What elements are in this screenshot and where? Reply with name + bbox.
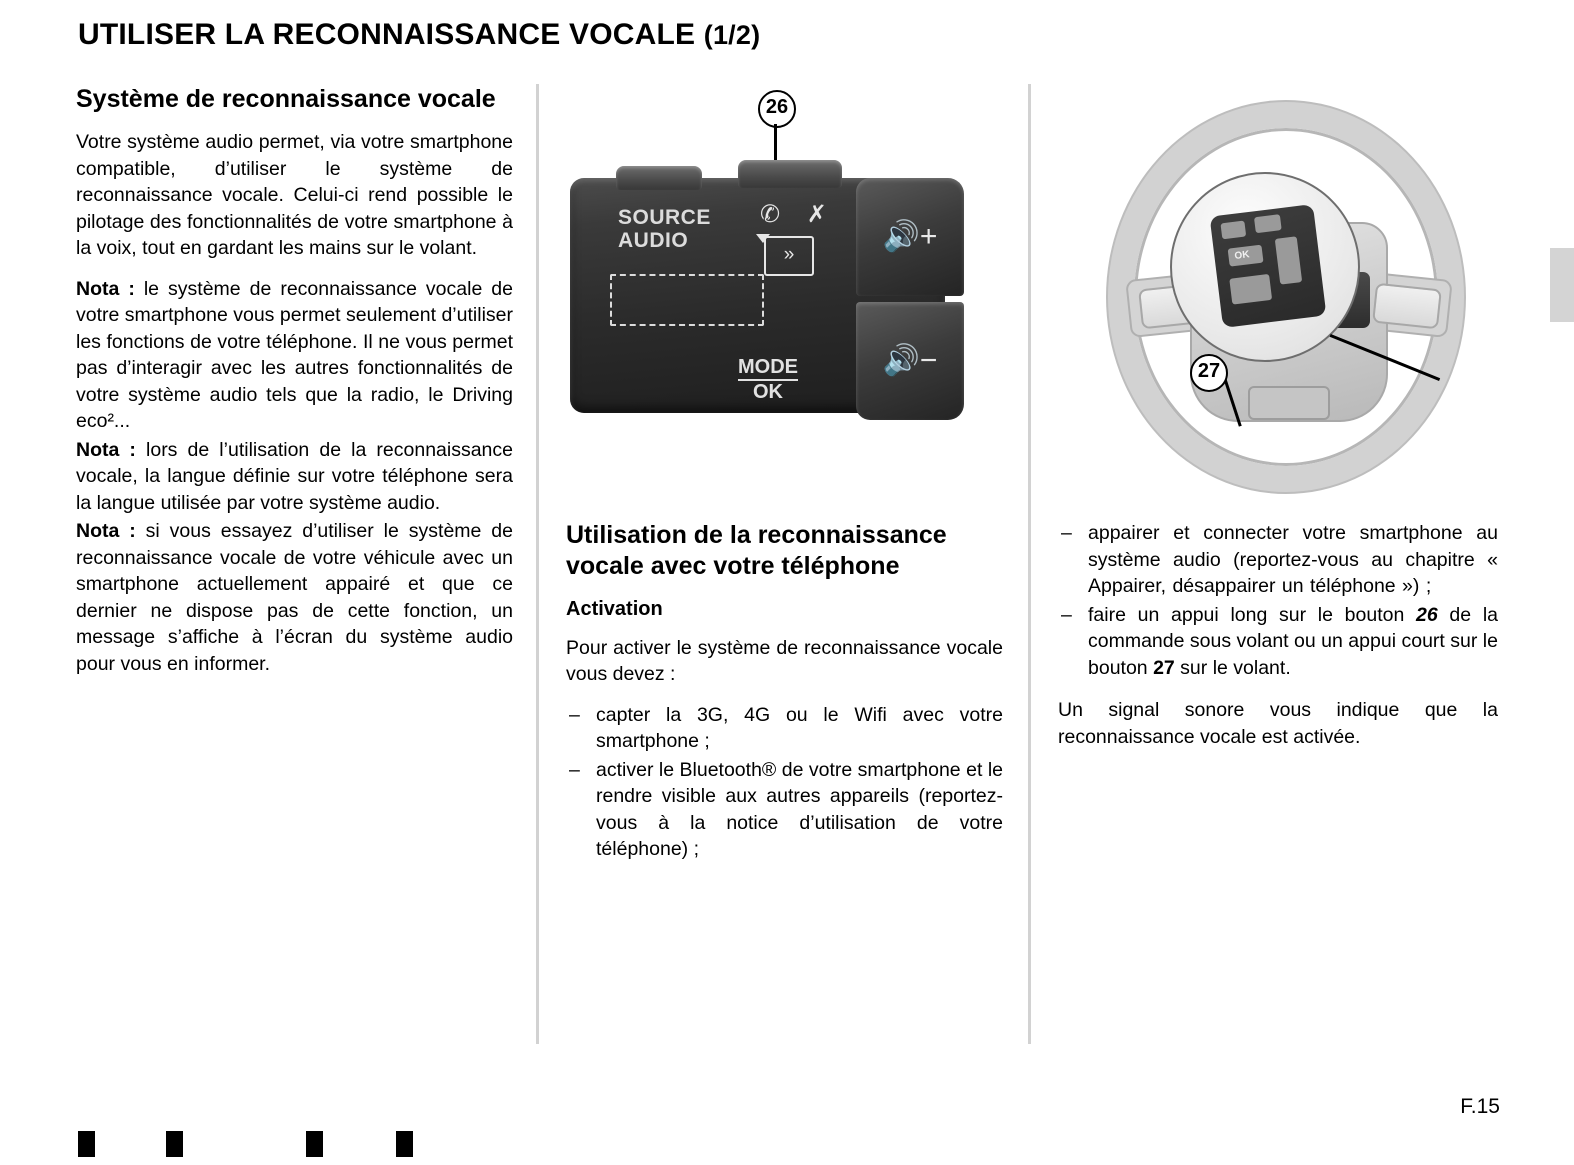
- chapter-tab-marker-4: [396, 1131, 413, 1157]
- dash-marker: –: [569, 758, 580, 781]
- label-audio: AUDIO: [618, 229, 689, 252]
- speaker-plus-icon: 🔊+: [882, 220, 938, 253]
- stalk-display-area: [610, 274, 764, 326]
- stalk-button-voice-26[interactable]: [738, 160, 842, 188]
- steering-wheel-center-slot: [1248, 386, 1330, 420]
- activation-bullet-list: [566, 702, 1003, 863]
- list-item: [1058, 602, 1498, 682]
- column-divider-left: [536, 84, 539, 1044]
- chapter-tab-markers: [78, 1131, 438, 1157]
- subheading-activation: Activation: [566, 598, 663, 620]
- page-title-pagination: (1/2): [703, 20, 761, 50]
- nota-one-text: le système de reconnaissance vocale de votre smartphone vous permet seulement d’utiliser les fonctions de votre téléphone. Il ne vous permet pas d’interagir avec les autres fonctionnalités de votre système audio tels que la radio, le Driving eco²...: [76, 277, 513, 432]
- nota-one-label: Nota :: [76, 277, 135, 300]
- column-three: [1058, 520, 1498, 764]
- keypad-key-1[interactable]: [1220, 221, 1246, 240]
- activation-bullet-list-continued: [1058, 520, 1498, 681]
- list-item-text-suffix: sur le volant.: [1174, 656, 1291, 679]
- paragraph-activation-intro: Pour activer le système de reconnaissance vocale vous devez :: [566, 636, 1003, 685]
- page-folio: F.15: [1460, 1095, 1500, 1118]
- nota-three-label: Nota :: [76, 520, 136, 542]
- steering-wheel-pad-right: [1372, 283, 1442, 330]
- dash-marker: –: [1061, 603, 1072, 626]
- callout-26: 26: [758, 90, 796, 128]
- callout-27: 27: [1190, 354, 1228, 392]
- column-two: [566, 520, 1003, 865]
- voice-button-keypad[interactable]: [1210, 204, 1327, 328]
- list-item-text-middle: de la commande sous volant ou un appui court sur le bouton: [1088, 603, 1499, 679]
- nota-two-text: lors de l’utilisation de la reconnaissance vocale, la langue définie sur votre téléphone sera la langue utilisée par votre système audio.: [76, 438, 513, 514]
- column-one: [76, 84, 513, 679]
- page-title-text: UTILISER LA RECONNAISSANCE VOCALE: [78, 18, 696, 51]
- list-item: [1058, 520, 1498, 600]
- label-source: SOURCE: [618, 206, 711, 229]
- label-mode-ok: [738, 356, 798, 403]
- figure-steering-column-control: [560, 90, 1012, 430]
- chapter-tab-marker-2: [166, 1131, 183, 1157]
- nota-two-label: Nota :: [76, 438, 136, 461]
- list-item: [566, 702, 1003, 755]
- list-item-text: capter la 3G, 4G ou le Wifi avec votre smartphone ;: [596, 703, 1003, 752]
- label-mode: MODE: [738, 356, 798, 381]
- nota-three: [76, 518, 513, 677]
- phone-pickup-hangup-icon: ✆ ✗: [760, 201, 837, 228]
- nota-three-text: si vous essayez d’utiliser le système de reconnaissance vocale de votre véhicule avec un smartphone actuellement appairé et que ce dernier ne dispose pas de cette fonction, un message s’affiche à l’écran du système audio pour vous en informer.: [76, 520, 513, 675]
- side-chapter-tab: [1550, 248, 1574, 322]
- button-reference-27: 27: [1153, 656, 1175, 679]
- button-reference-26: 26: [1416, 603, 1438, 626]
- dash-marker: –: [1061, 522, 1072, 544]
- page-title: [78, 18, 760, 52]
- nota-two: [76, 437, 513, 517]
- paragraph-intro: Votre système audio permet, via votre smartphone compatible, d’utiliser le système de reconnaissance vocale. Celui-ci rend possible le pilotage des fonctionnalités de votre smartphone à la voix, tout en gardant les mains sur le volant.: [76, 131, 513, 259]
- voice-recognition-icon: »: [764, 236, 814, 276]
- keypad-key-voice-27[interactable]: [1229, 274, 1272, 305]
- label-ok: OK: [753, 381, 783, 403]
- keypad-key-scroll[interactable]: [1275, 236, 1302, 284]
- dash-marker: –: [569, 703, 580, 726]
- stalk-button-left[interactable]: [616, 166, 702, 190]
- keypad-ok-label: OK: [1233, 249, 1251, 262]
- list-item-text: appairer et connecter votre smartphone au système audio (reportez-vous au chapitre « Appairer, désappairer un téléphone ») ;: [1088, 522, 1498, 597]
- list-item-text: activer le Bluetooth® de votre smartphone et le rendre visible aux autres appareils (reportez-vous à la notice d’utilisation de votre téléphone) ;: [596, 758, 1003, 860]
- column-divider-right: [1028, 84, 1031, 1044]
- volume-down-button[interactable]: [856, 302, 964, 420]
- figure-steering-wheel: [1050, 90, 1510, 510]
- list-item-text-prefix: faire un appui long sur le bouton: [1088, 603, 1417, 626]
- label-source-audio: [618, 206, 711, 252]
- chapter-tab-marker-1: [78, 1131, 95, 1157]
- nota-one: [76, 276, 513, 435]
- volume-up-button[interactable]: [856, 178, 964, 296]
- chapter-tab-marker-3: [306, 1131, 323, 1157]
- paragraph-confirmation: Un signal sonore vous indique que la reconnaissance vocale est activée.: [1058, 699, 1498, 748]
- section-heading-usage: Utilisation de la reconnaissance vocale avec votre téléphone: [566, 521, 947, 580]
- section-heading-voice-system: Système de reconnaissance vocale: [76, 85, 496, 113]
- speaker-minus-icon: 🔊−: [882, 344, 938, 377]
- keypad-key-2[interactable]: [1254, 214, 1282, 233]
- list-item: [566, 757, 1003, 863]
